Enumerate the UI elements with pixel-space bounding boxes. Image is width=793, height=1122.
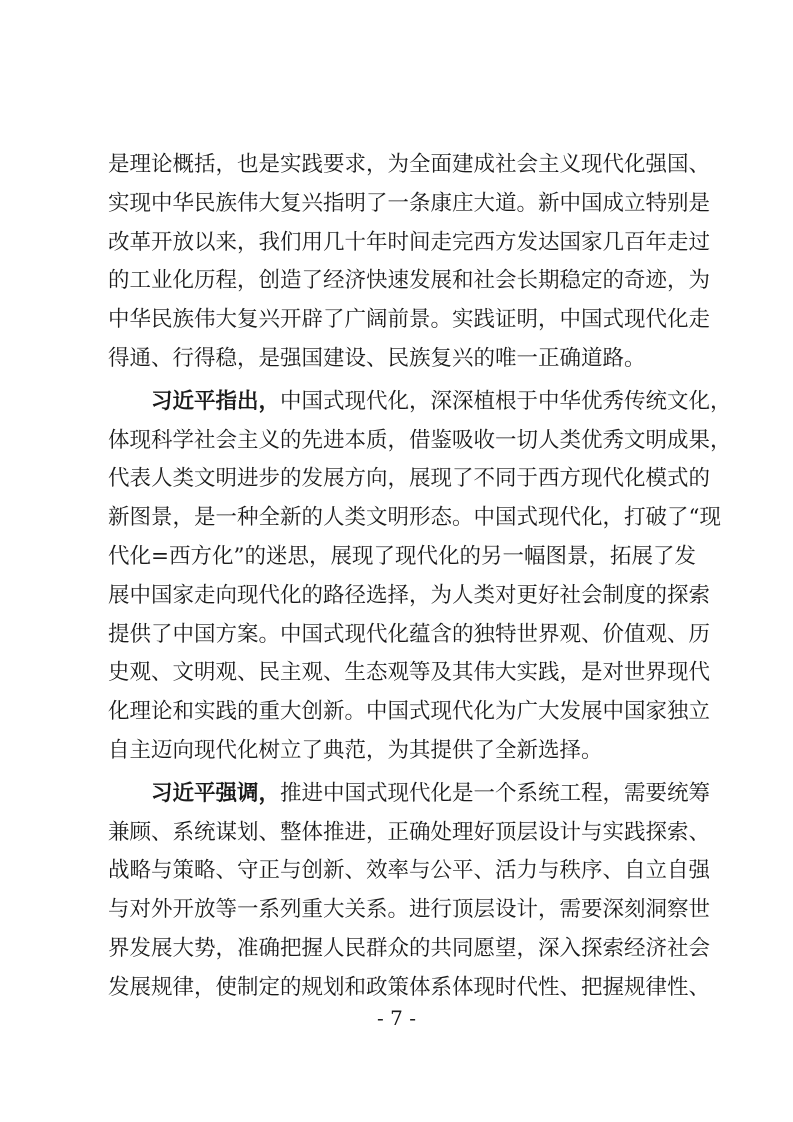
text-line: 得通、行得稳，是强国建设、民族复兴的唯一正确道路。 (108, 345, 646, 371)
text-line: 体现科学社会主义的先进本质，借鉴吸收一切人类优秀文明成果， (108, 427, 732, 453)
paragraph-lead: 习近平强调， (151, 780, 281, 806)
text-line: 的工业化历程，创造了经济快速发展和社会长期稳定的奇迹，为 (108, 268, 711, 294)
paragraph-2 (108, 383, 732, 771)
text-line (108, 775, 711, 814)
text-line: 化理论和实践的重大创新。中国式现代化为广大发展中国家独立 (108, 699, 711, 725)
text-line (108, 383, 732, 422)
text-line: 自主迈向现代化树立了典范，为其提供了全新选择。 (108, 737, 603, 763)
page-number: - 7 - (377, 1006, 416, 1030)
text-line: 改革开放以来，我们用几十年时间走完西方发达国家几百年走过 (108, 229, 711, 255)
text-line: 实现中华民族伟大复兴指明了一条康庄大道。新中国成立特别是 (108, 190, 711, 216)
paragraph-3 (108, 775, 711, 1008)
text-line: 代化=西方化”的迷思，展现了现代化的另一幅图景，拓展了发 (108, 543, 697, 569)
document-body (108, 146, 732, 1008)
paragraph-1 (108, 146, 711, 379)
text-line: 界发展大势，准确把握人民群众的共同愿望，深入探索经济社会 (108, 935, 711, 961)
text-span: 推进中国式现代化是一个系统工程，需要统筹 (280, 780, 711, 806)
text-line: 发展规律，使制定的规划和政策体系体现时代性、把握规律性、 (108, 974, 711, 1000)
text-line: 与对外开放等一系列重大关系。进行顶层设计，需要深刻洞察世 (108, 897, 711, 923)
text-line: 中华民族伟大复兴开辟了广阔前景。实践证明，中国式现代化走 (108, 307, 711, 333)
text-span: 中国式现代化，深深植根于中华优秀传统文化， (280, 388, 732, 414)
text-line: 史观、文明观、民主观、生态观等及其伟大实践，是对世界现代 (108, 660, 711, 686)
text-line: 兼顾、系统谋划、整体推进，正确处理好顶层设计与实践探索、 (108, 819, 711, 845)
text-line: 战略与策略、守正与创新、效率与公平、活力与秩序、自立自强 (108, 858, 711, 884)
text-line: 展中国家走向现代化的路径选择，为人类对更好社会制度的探索 (108, 582, 711, 608)
text-line: 提供了中国方案。中国式现代化蕴含的独特世界观、价值观、历 (108, 621, 711, 647)
text-line: 代表人类文明进步的发展方向，展现了不同于西方现代化模式的 (108, 466, 711, 492)
paragraph-lead: 习近平指出， (151, 388, 281, 414)
text-line: 新图景，是一种全新的人类文明形态。中国式现代化，打破了“现 (108, 505, 721, 531)
text-line: 是理论概括，也是实践要求，为全面建成社会主义现代化强国、 (108, 152, 711, 177)
